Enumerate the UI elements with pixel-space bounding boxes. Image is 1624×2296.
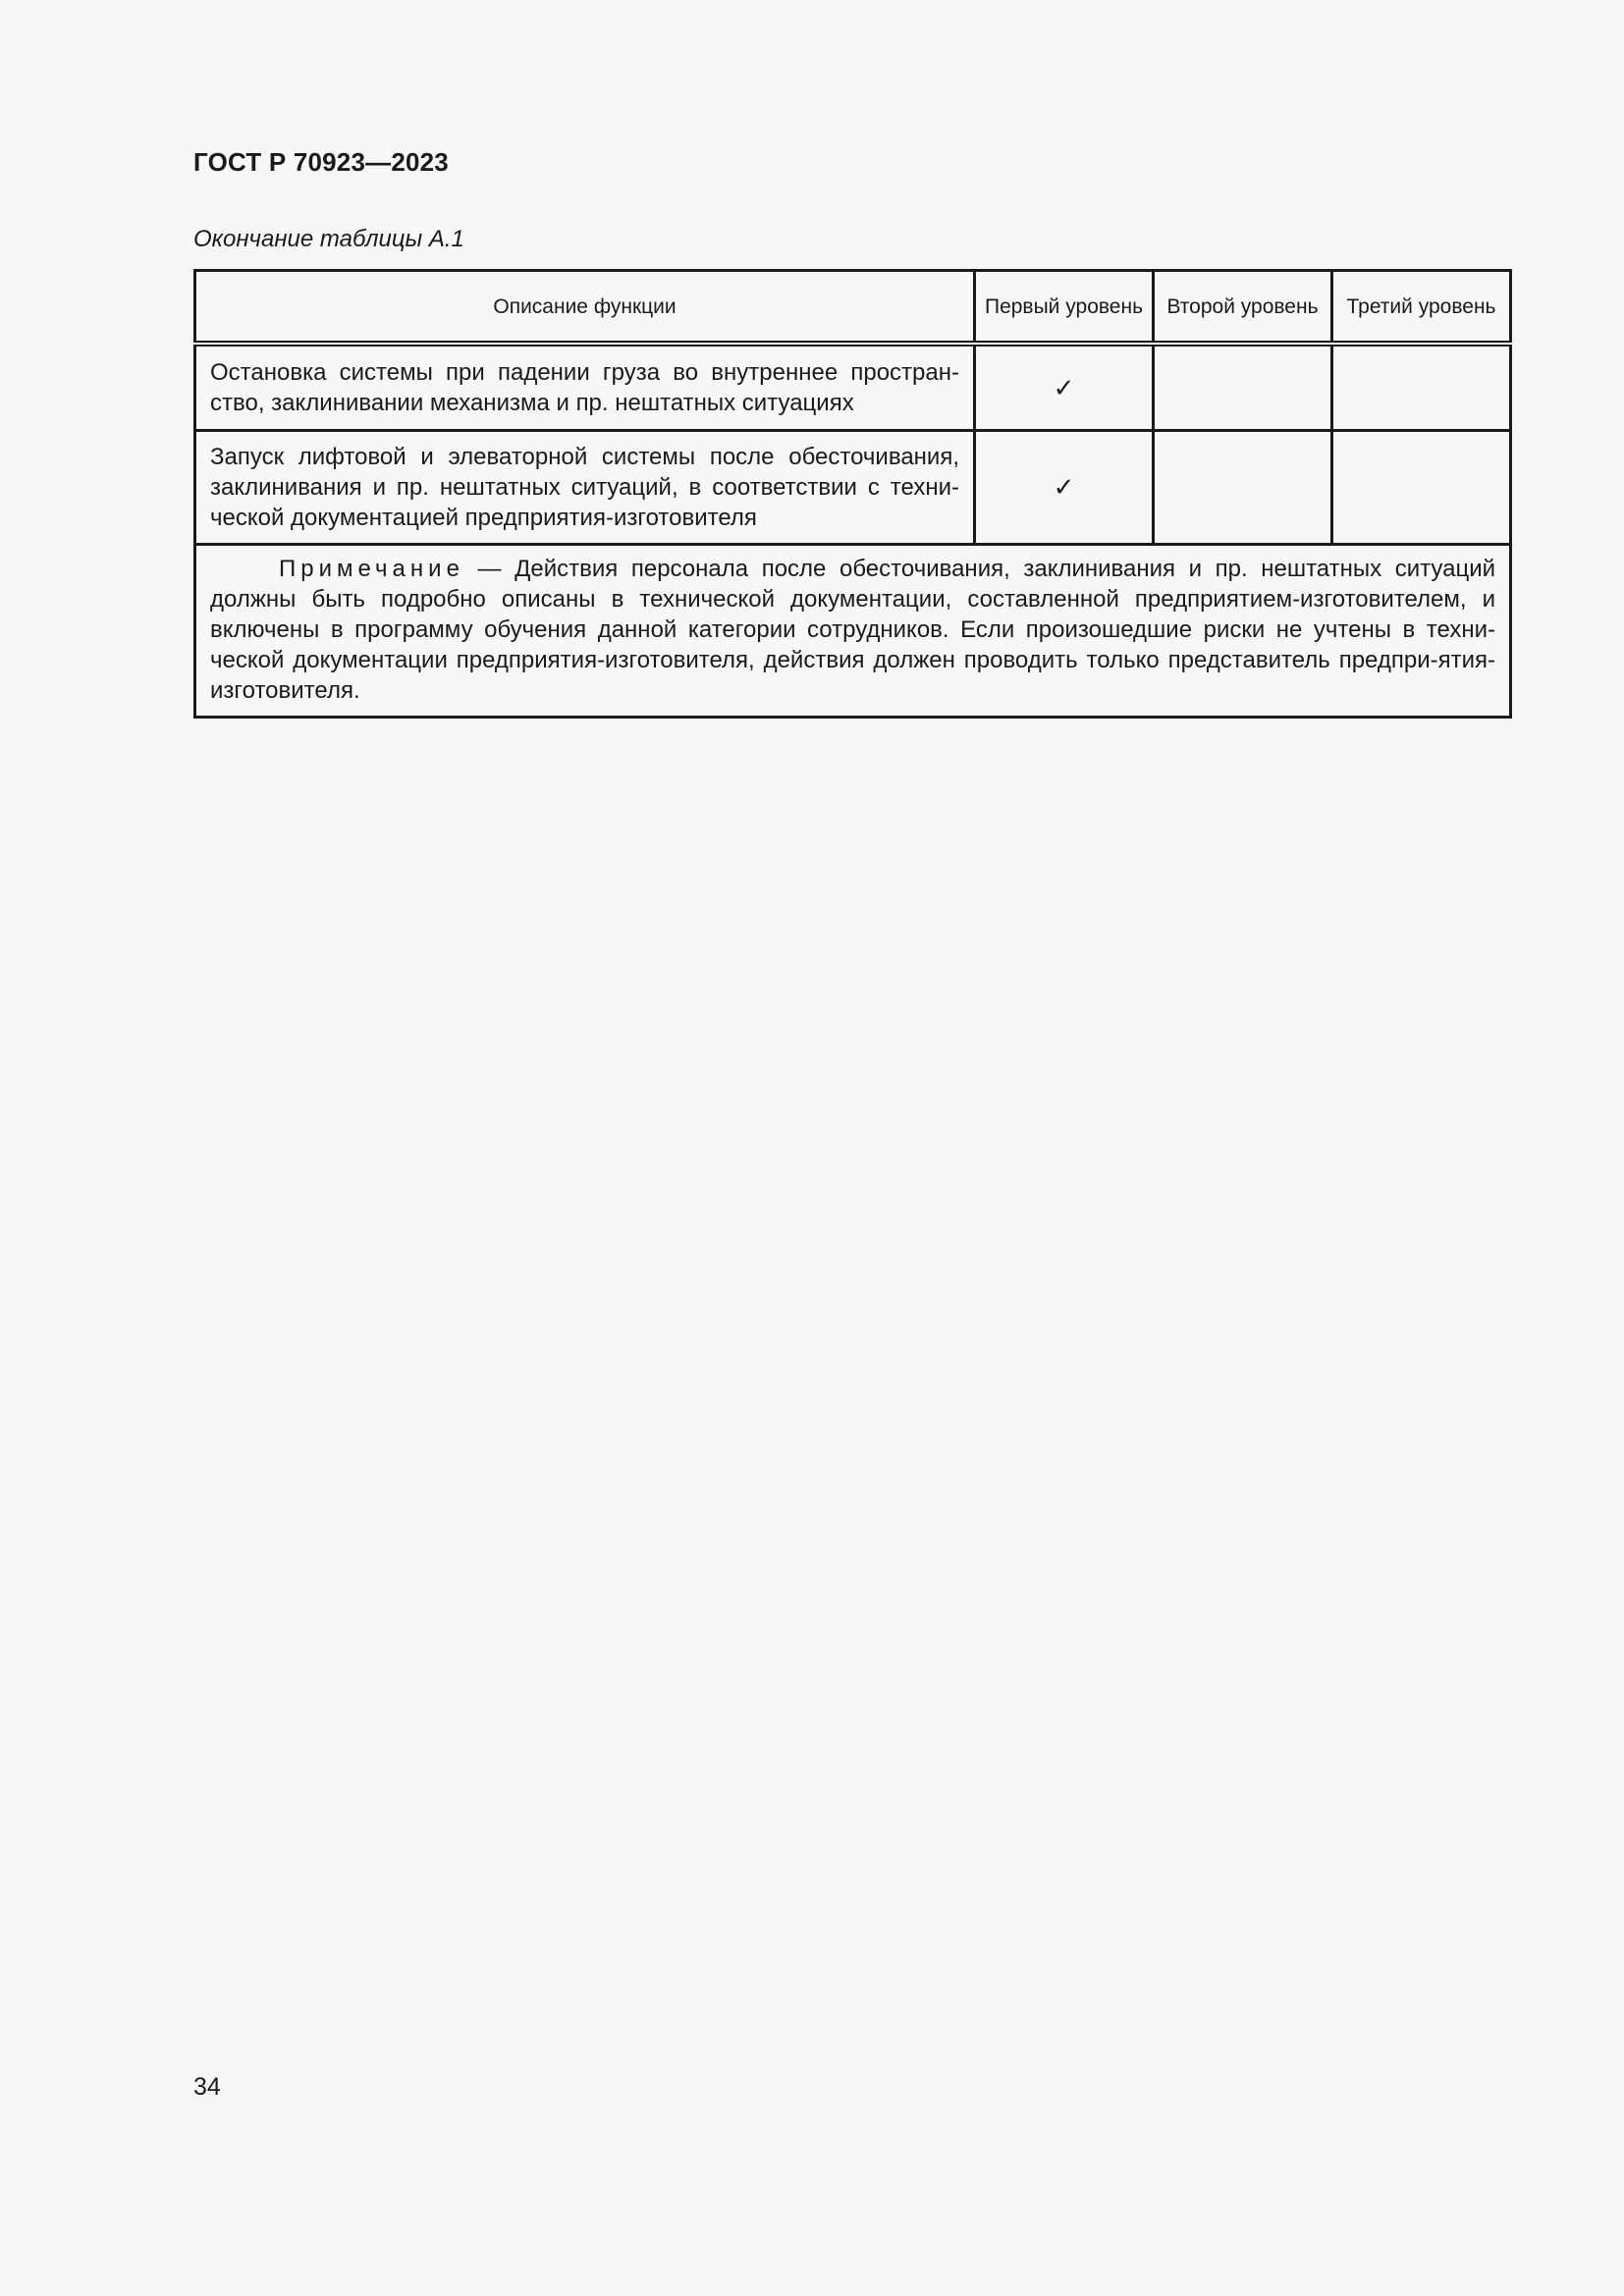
column-header-level-3: Третий уровень: [1332, 271, 1511, 345]
column-header-description: Описание функции: [195, 271, 975, 345]
checkmark-icon: ✓: [975, 431, 1154, 545]
table-header-row: [195, 271, 1511, 345]
page-number: 34: [193, 2073, 221, 2101]
table-row: [195, 344, 1511, 431]
table-note-row: [195, 545, 1511, 718]
table-note: [195, 545, 1511, 718]
document-header: ГОСТ Р 70923—2023: [193, 147, 449, 177]
function-description: Остановка системы при падении груза во внутреннее простран-ство, заклинивании механизма и пр. нештатных ситуациях: [195, 344, 975, 431]
checkmark-icon: ✓: [975, 344, 1154, 431]
level-2-cell: [1154, 344, 1332, 431]
function-description: Запуск лифтовой и элеваторной системы после обесточивания, заклинивания и пр. нештатных ситуаций, в соответствии с техни-ческой документацией предприятия-изготовителя: [195, 431, 975, 545]
column-header-level-2: Второй уровень: [1154, 271, 1332, 345]
level-2-cell: [1154, 431, 1332, 545]
table-caption: Окончание таблицы А.1: [193, 226, 464, 252]
table-row: [195, 431, 1511, 545]
functions-table: [193, 269, 1512, 719]
level-3-cell: [1332, 344, 1511, 431]
column-header-level-1: Первый уровень: [975, 271, 1154, 345]
note-text: — Действия персонала после обесточивания, заклинивания и пр. нештатных ситуаций должны быть подробно описаны в технической документации, составленной предприятием-изготовителем, и включены в программу обучения данной категории сотрудников. Если произошедшие риски не учтены в техни-ческой документации предприятия-изготовителя, действия должен проводить только представитель предпри-ятия-изготовителя.: [210, 556, 1495, 704]
note-label: Примечание: [279, 556, 464, 582]
level-3-cell: [1332, 431, 1511, 545]
